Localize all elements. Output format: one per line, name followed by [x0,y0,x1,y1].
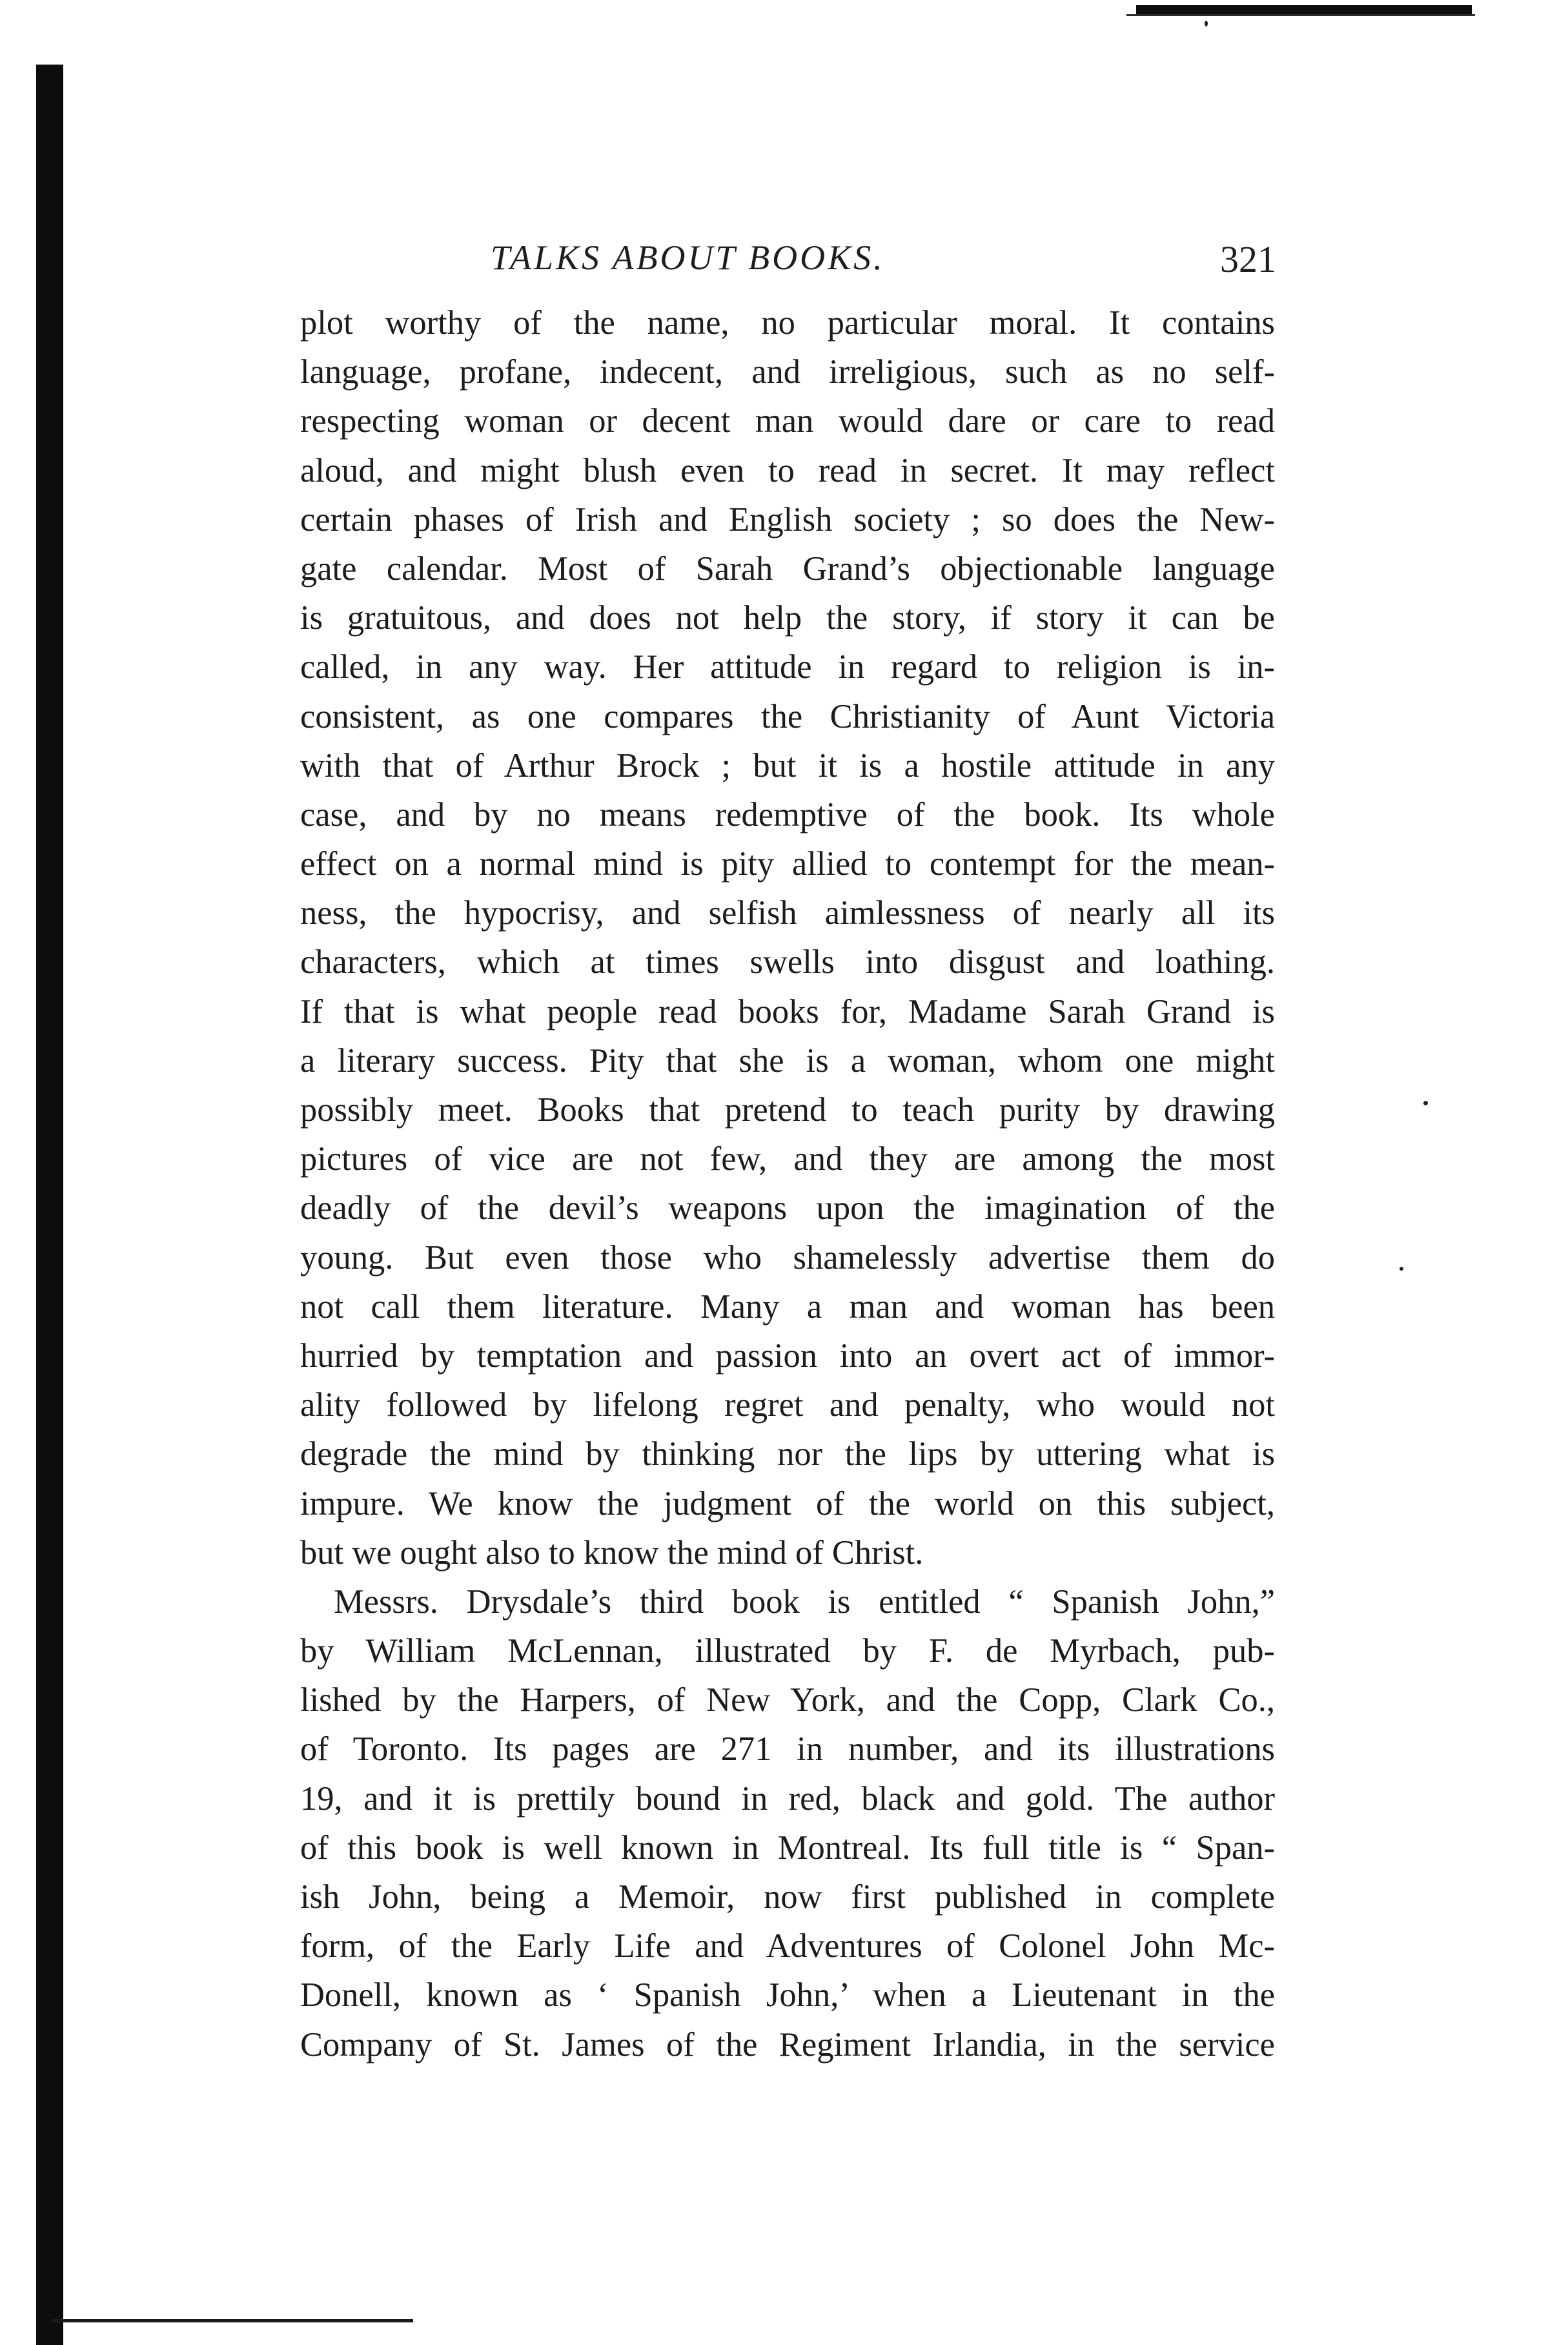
scan-bottom-edge-mark [52,2319,413,2322]
text-line: not call them literature. Many a man and woman has been [300,1287,1275,1326]
scan-top-edge-mark [1136,5,1472,14]
text-line-paragraph-start: Messrs. Drysdale’s third book is entitled “ Spanish John,” [334,1582,1275,1621]
running-title: TALKS ABOUT BOOKS. [491,238,885,277]
text-line: ality followed by lifelong regret and penalty, who would not [300,1386,1275,1424]
text-line: impure. We know the judgment of the world on this subject, [300,1484,1275,1522]
scan-binding-shadow [36,65,63,2345]
text-line: certain phases of Irish and English society ; so does the New- [300,500,1275,538]
text-line: Company of St. James of the Regiment Irlandia, in the service [300,2025,1275,2063]
text-line: If that is what people read books for, Madame Sarah Grand is [300,992,1275,1030]
text-line: with that of Arthur Brock ; but it is a hostile attitude in any [300,746,1275,784]
text-line: called, in any way. Her attitude in regard to religion is in- [300,648,1275,686]
page-number: 321 [1220,238,1276,280]
text-line: language, profane, indecent, and irreligious, such as no self- [300,353,1275,391]
text-line: but we ought also to know the mind of Christ. [300,1533,924,1572]
text-line: pictures of vice are not few, and they are among the most [300,1140,1275,1178]
text-line: lished by the Harpers, of New York, and the Copp, Clark Co., [300,1681,1275,1719]
text-line: Donell, known as ‘ Spanish John,’ when a Lieutenant in the [300,1976,1275,2014]
scan-speck [1423,1101,1428,1105]
text-line: plot worthy of the name, no particular moral. It contains [300,304,1275,342]
scan-top-edge-line [1126,14,1475,16]
text-line: aloud, and might blush even to read in secret. It may reflect [300,451,1275,489]
text-line: ish John, being a Memoir, now first published in complete [300,1878,1275,1916]
body-text [300,298,1275,2069]
text-line: young. But even those who shamelessly advertise them do [300,1238,1275,1276]
text-line: deadly of the devil’s weapons upon the imagination of the [300,1189,1275,1227]
text-line: of this book is well known in Montreal. Its full title is “ Span- [300,1828,1275,1867]
text-line: of Toronto. Its pages are 271 in number, and its illustrations [300,1730,1275,1768]
text-line: possibly meet. Books that pretend to teach purity by drawing [300,1091,1275,1129]
text-line: ness, the hypocrisy, and selfish aimlessness of nearly all its [300,894,1275,932]
text-line: form, of the Early Life and Adventures of Colonel John Mc- [300,1927,1275,1965]
text-line: effect on a normal mind is pity allied to contempt for the mean- [300,845,1275,883]
scan-speck [1400,1267,1403,1271]
text-line: case, and by no means redemptive of the book. Its whole [300,795,1275,834]
text-line: respecting woman or decent man would dare or care to read [300,402,1275,440]
text-line: a literary success. Pity that she is a woman, whom one might [300,1041,1275,1080]
text-line: hurried by temptation and passion into an overt act of immor- [300,1336,1275,1375]
text-line: degrade the mind by thinking nor the lips by uttering what is [300,1435,1275,1473]
text-line: consistent, as one compares the Christianity of Aunt Victoria [300,697,1275,735]
text-line: by William McLennan, illustrated by F. de Myrbach, pub- [300,1632,1275,1670]
text-line: characters, which at times swells into disgust and loathing. [300,943,1275,981]
running-head [0,238,1568,296]
text-line: is gratuitous, and does not help the story, if story it can be [300,599,1275,637]
scan-speck [1205,21,1208,26]
text-line: 19, and it is prettily bound in red, black and gold. The author [300,1779,1275,1818]
text-line: gate calendar. Most of Sarah Grand’s objectionable language [300,549,1275,588]
